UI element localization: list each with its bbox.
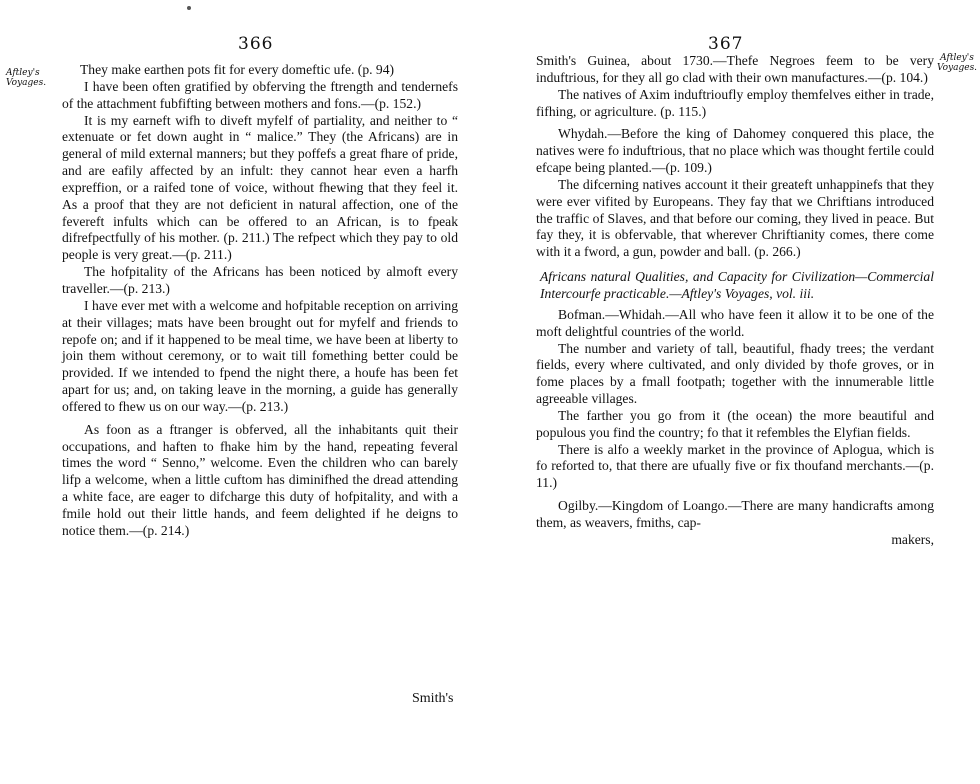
paragraph: The difcerning natives account it their greateft unhappinefs that they were ever vifited by Europeans. They fay that we Chriftians introduced the traffic of Slaves, and that before our coming, they lived in peace. But fay they, it is obfervable, that wherever Chriftianity comes, there come with it a fword, a gun, powder and ball. (p. 266.) — [536, 176, 934, 260]
right-page — [500, 0, 980, 784]
paragraph: There is alfo a weekly market in the province of Aplogua, which is fo reforted to, that there are ufually five or fix thoufand merchants.—(p. 11.) — [536, 441, 934, 491]
paragraph: Bofman.—Whidah.—All who have feen it allow it to be one of the moft delightful countries of the world. — [536, 306, 934, 339]
paragraph: The hofpitality of the Africans has been noticed by almoft every traveller.—(p. 213.) — [62, 264, 458, 296]
paragraph: As foon as a ftranger is obferved, all the inhabitants quit their occupations, and haften to fhake him by the hand, repeating feveral times the word “ Senno,” welcome. Even the children who can barely lifp a welcome, when a little cuftom has diminifhed the dread attending a white face, are eager to difcharge this duty of hofpitality, and with a fmile hold out their little hands, and feem delighted if he deigns to notice them.—(p. 214.) — [62, 421, 458, 538]
paragraph: I have ever met with a welcome and hofpitable reception on arriving at their villages; mats have been brought out for myfelf and friends to repofe on; and if it happened to be meal time, we have been at liberty to join them without ceremony, or to wait till fomething better could be provided. If we intended to fpend the night there, a houfe has been fet apart for us; and, on taking leave in the morning, a guide has generally offered to fhew us on our way.—(p. 213.) — [62, 297, 458, 414]
paragraph: It is my earneft wifh to diveft myfelf of partiality, and neither to “ extenuate or fet down aught in “ malice.” They (the Africans) are in general of mild external manners; but they poffefs a great fhare of pride, and are eafily affected by an infult: they cannot hear even a harfh expreffion, or a raifed tone of voice, without fhewing that they feel it. As a proof that they are not deficient in natural affection, one of the fevereft infults which can be offered to an African, is to fpeak difrefpectfully of his mother. (p. 211.) The refpect which they pay to old people is very great.—(p. 211.) — [62, 112, 458, 263]
margin-note: Aftley's Voyages. — [6, 68, 47, 88]
paragraph: Ogilby.—Kingdom of Loango.—There are many handicrafts among them, as weavers, fmiths, cap- — [536, 498, 934, 530]
body-text — [536, 53, 934, 549]
margin-note: Aftley's Voyages. — [936, 53, 978, 73]
page-number: 367 — [708, 34, 744, 54]
final-fragment: makers, — [891, 531, 934, 547]
paragraph: Smith's Guinea, about 1730.—Thefe Negroes feem to be very induftrious, for they all go clad with their own manufactures.—(p. 104.) — [536, 53, 934, 85]
paragraph: I have been often gratified by obferving the ftrength and tendernefs of the attachment fubfifting between mothers and fons.—(p. 152.) — [62, 78, 458, 111]
catchword: Smith's — [412, 691, 454, 706]
left-page — [0, 0, 470, 784]
page-number: 366 — [238, 34, 274, 54]
paragraph: The natives of Axim induftrioufly employ themfelves either in trade, fifhing, or agriculture. (p. 115.) — [536, 86, 934, 119]
section-heading: Africans natural Qualities, and Capacity for Civilization—Commercial Intercourfe practicable.—Aftley's Voyages, vol. iii. — [540, 269, 934, 301]
paragraph: Whydah.—Before the king of Dahomey conquered this place, the natives were fo induftrious, that no place which was thought fertile could efcape being planted.—(p. 109.) — [536, 126, 934, 176]
paragraph: The number and variety of tall, beautiful, fhady trees; the verdant fields, every where cultivated, and only divided by thofe groves, or in fome places by a fmall footpath; together with the innumerable little agreeable villages. — [536, 340, 934, 407]
paragraph: They make earthen pots fit for every domeftic ufe. (p. 94) — [80, 62, 395, 77]
body-text — [62, 62, 458, 540]
paragraph: The farther you go from it (the ocean) the more beautiful and populous you find the country; fo that it refembles the Elyfian fields. — [536, 407, 934, 440]
